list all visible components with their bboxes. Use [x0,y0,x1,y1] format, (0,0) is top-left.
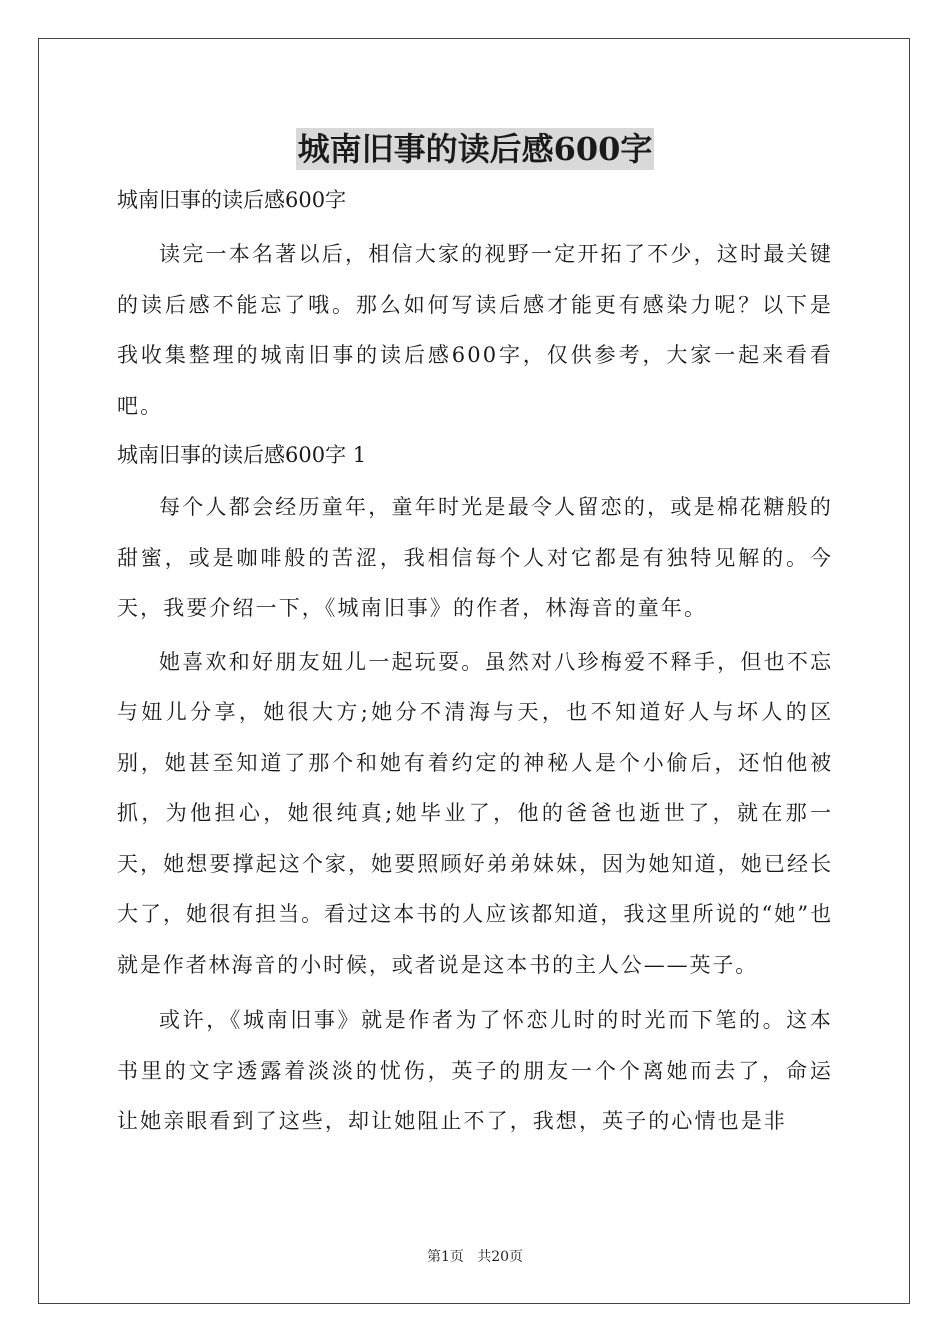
page-footer [0,1246,950,1266]
page-number: 第1页 共20页 [426,1249,524,1265]
intro-paragraph: 读完一本名著以后，相信大家的视野一定开拓了不少，这时最关键的读后感不能忘了哦。那么如何写读后感才能更有感染力呢？以下是我收集整理的城南旧事的读后感600字，仅供参考，大家一起来看看吧。 [117,242,833,418]
section-heading: 城南旧事的读后感600字 1 [117,443,367,467]
document-subtitle: 城南旧事的读后感600字 [117,188,347,212]
body-paragraph-1: 每个人都会经历童年，童年时光是最令人留恋的，或是棉花糖般的甜蜜，或是咖啡般的苦涩，我相信每个人对它都是有独特见解的。今天，我要介绍一下，《城南旧事》的作者，林海音的童年。 [117,495,833,620]
document-body [117,176,833,1147]
document-title-wrapper [0,128,950,170]
body-paragraph-3: 或许，《城南旧事》就是作者为了怀恋儿时的时光而下笔的。这本书里的文字透露着淡淡的忧伤，英子的朋友一个个离她而去了，命运让她亲眼看到了这些，却让她阻止不了，我想，英子的心情也是非 [117,1008,833,1133]
document-title: 城南旧事的读后感600字 [297,130,653,168]
body-paragraph-2: 她喜欢和好朋友妞儿一起玩耍。虽然对八珍梅爱不释手，但也不忘与妞儿分享，她很大方;她分不清海与天，也不知道好人与坏人的区别，她甚至知道了那个和她有着约定的神秘人是个小偷后，还怕他被抓，为他担心，她很纯真;她毕业了，他的爸爸也逝世了，就在那一天，她想要撑起这个家，她要照顾好弟弟妹妹，因为她知道，她已经长大了，她很有担当。看过这本书的人应该都知道，我这里所说的“她”也就是作者林海音的小时候，或者说是这本书的主人公——英子。 [117,649,833,977]
